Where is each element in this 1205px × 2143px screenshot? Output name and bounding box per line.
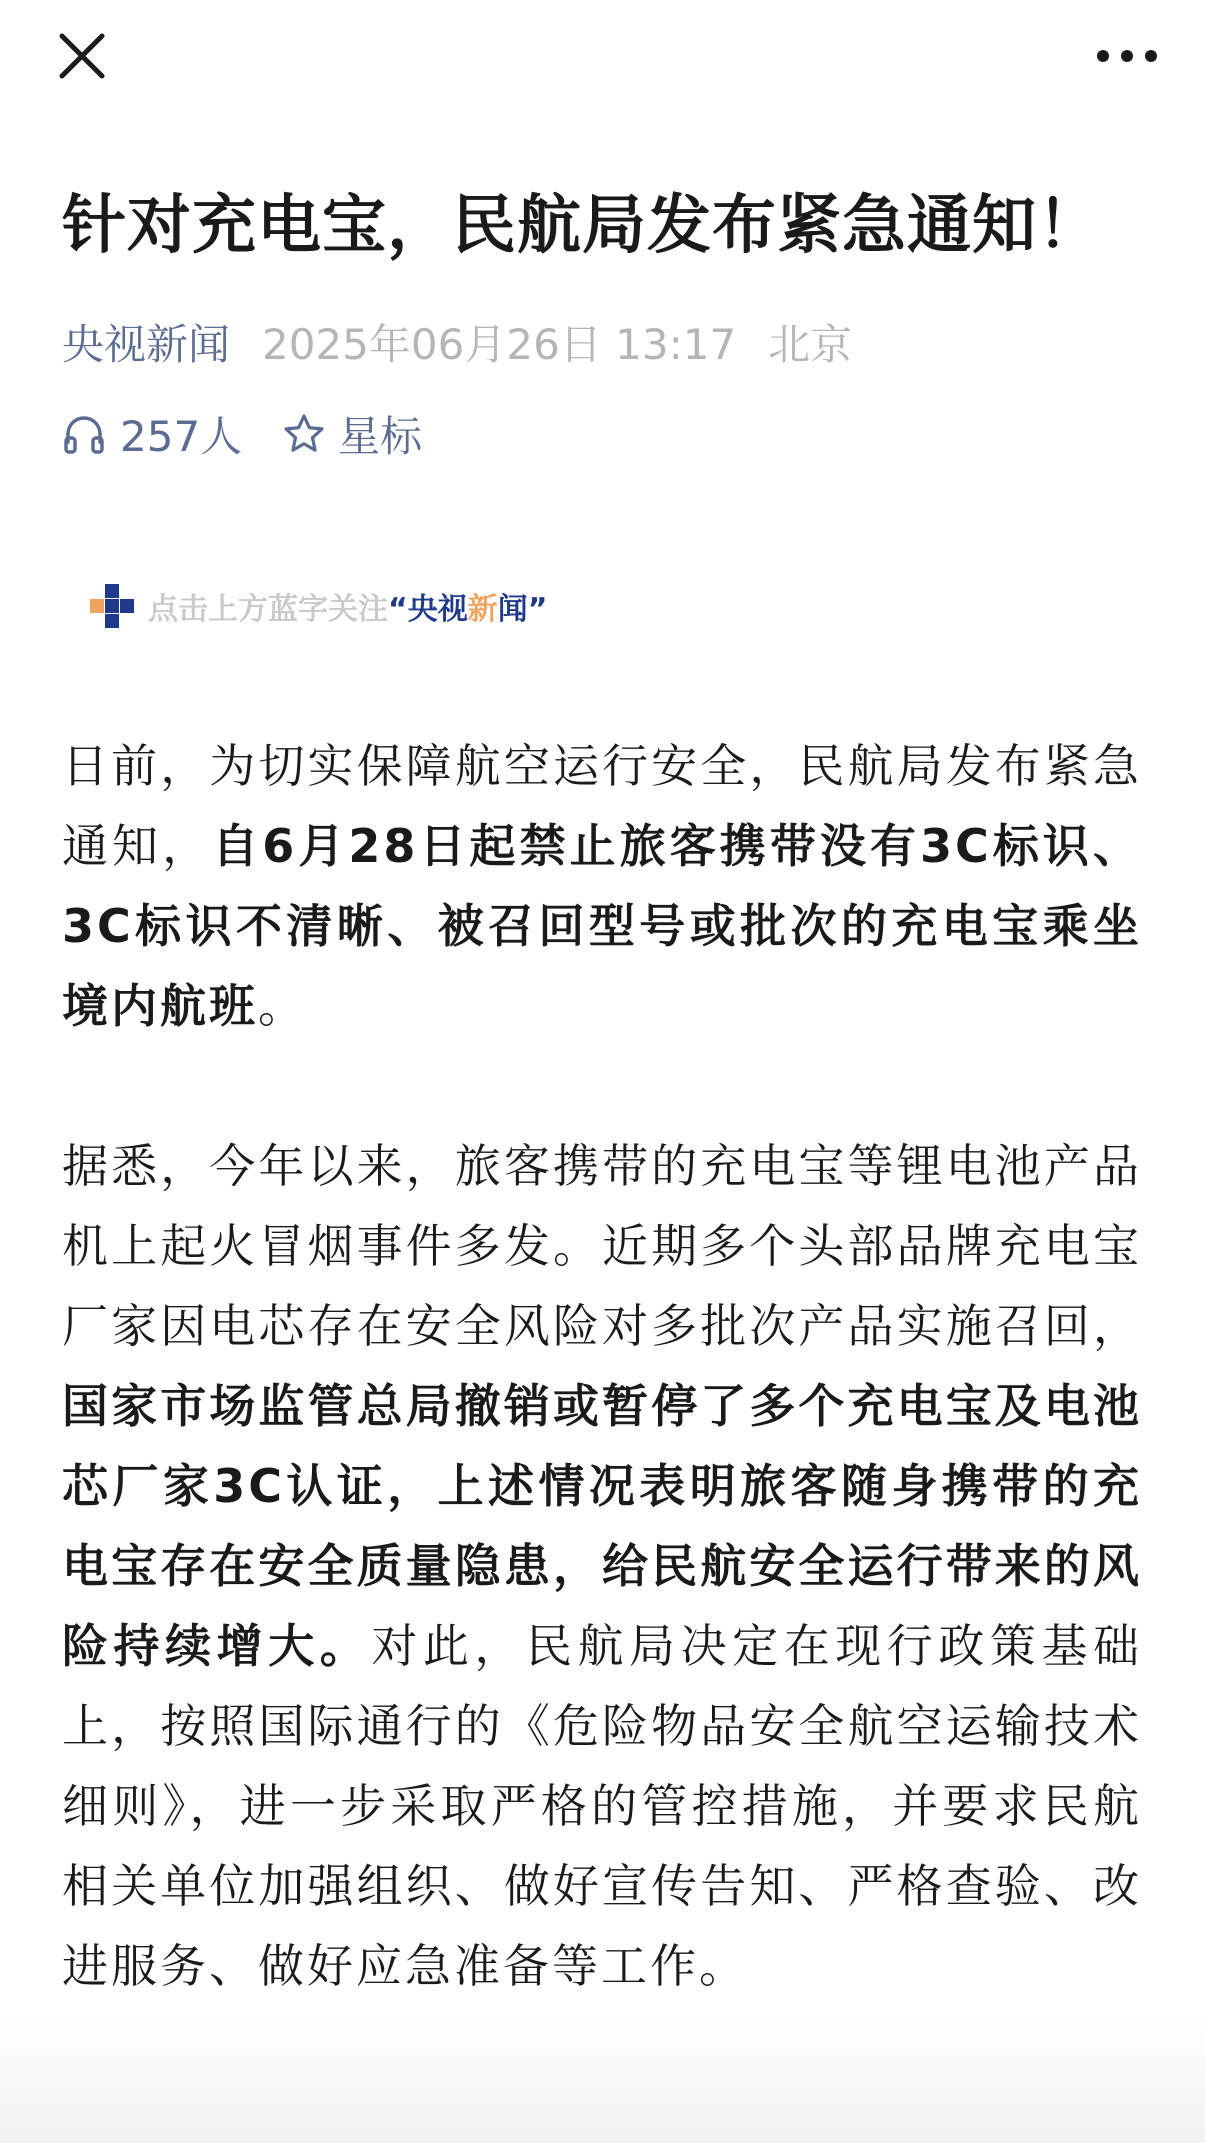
- top-bar: [0, 0, 1205, 120]
- listen-count: 257人: [120, 412, 243, 461]
- article-actions: [62, 404, 422, 464]
- paragraph-2-text-2: 对此，民航局决定在现行政策基础上，按照国际通行的《危险物品安全航空运输技术细则》，进一步采取严格的管控措施，并要求民航相关单位加强组织、做好宣传告知、严格查验、改进服务、做好应急准备等工作。: [62, 1619, 1143, 1993]
- follow-banner-text: [148, 584, 547, 628]
- paragraph-2-bold-1: 国家市场监管总局撤销或暂停了多个充电宝及电池芯厂家3C认证，上述情况表明旅客随身携带的充电宝存在安全质量隐患，给民航安全运行带来的风险持续增大。: [62, 1379, 1142, 1673]
- follow-banner-open-quote: “: [388, 592, 408, 627]
- paragraph-1: [62, 726, 1142, 1046]
- headphones-icon: [62, 412, 106, 456]
- close-icon: [50, 24, 114, 88]
- paragraph-1-bold-1: 自6月28日起禁止旅客携带没有3C标识、3C标识不清晰、被召回型号或批次的充电宝乘坐境内航班: [62, 819, 1142, 1033]
- article-title: 针对充电宝，民航局发布紧急通知！: [62, 189, 1102, 263]
- paragraph-1-text-1: 日前，为切实保障航空运行安全，民航局发布紧急通知，: [62, 739, 1142, 873]
- star-icon: [282, 412, 326, 456]
- article-meta: [62, 312, 852, 372]
- bottom-fade-overlay: [0, 2013, 1205, 2143]
- article-body: [62, 726, 1142, 2006]
- follow-banner-prefix: 点击上方蓝字关注: [148, 592, 388, 627]
- follow-banner-close-quote: ”: [527, 592, 548, 627]
- follow-banner-brand-1: 央视: [407, 592, 468, 627]
- close-button[interactable]: [50, 24, 114, 88]
- publish-date: 2025年06月26日 13:17: [262, 320, 737, 369]
- more-options-button[interactable]: [1091, 28, 1163, 84]
- star-label: 星标: [338, 412, 423, 461]
- follow-banner-brand-2: 新: [467, 592, 498, 627]
- listen-button[interactable]: [62, 404, 242, 464]
- paragraph-2-text-1: 据悉，今年以来，旅客携带的充电宝等锂电池产品机上起火冒烟事件多发。近期多个头部品牌充电宝厂家因电芯存在安全风险对多批次产品实施召回，: [62, 1139, 1142, 1353]
- more-dots-icon: [1091, 28, 1163, 84]
- paragraph-1-text-2: 。: [258, 979, 307, 1033]
- source-account-link[interactable]: 央视新闻: [62, 320, 231, 369]
- cctv-news-logo-icon: [88, 582, 136, 630]
- publish-location: 北京: [768, 320, 853, 369]
- follow-banner-brand-3: 闻: [497, 592, 528, 627]
- paragraph-2: [62, 1126, 1142, 2006]
- star-button[interactable]: [282, 404, 422, 464]
- follow-banner[interactable]: [88, 578, 547, 634]
